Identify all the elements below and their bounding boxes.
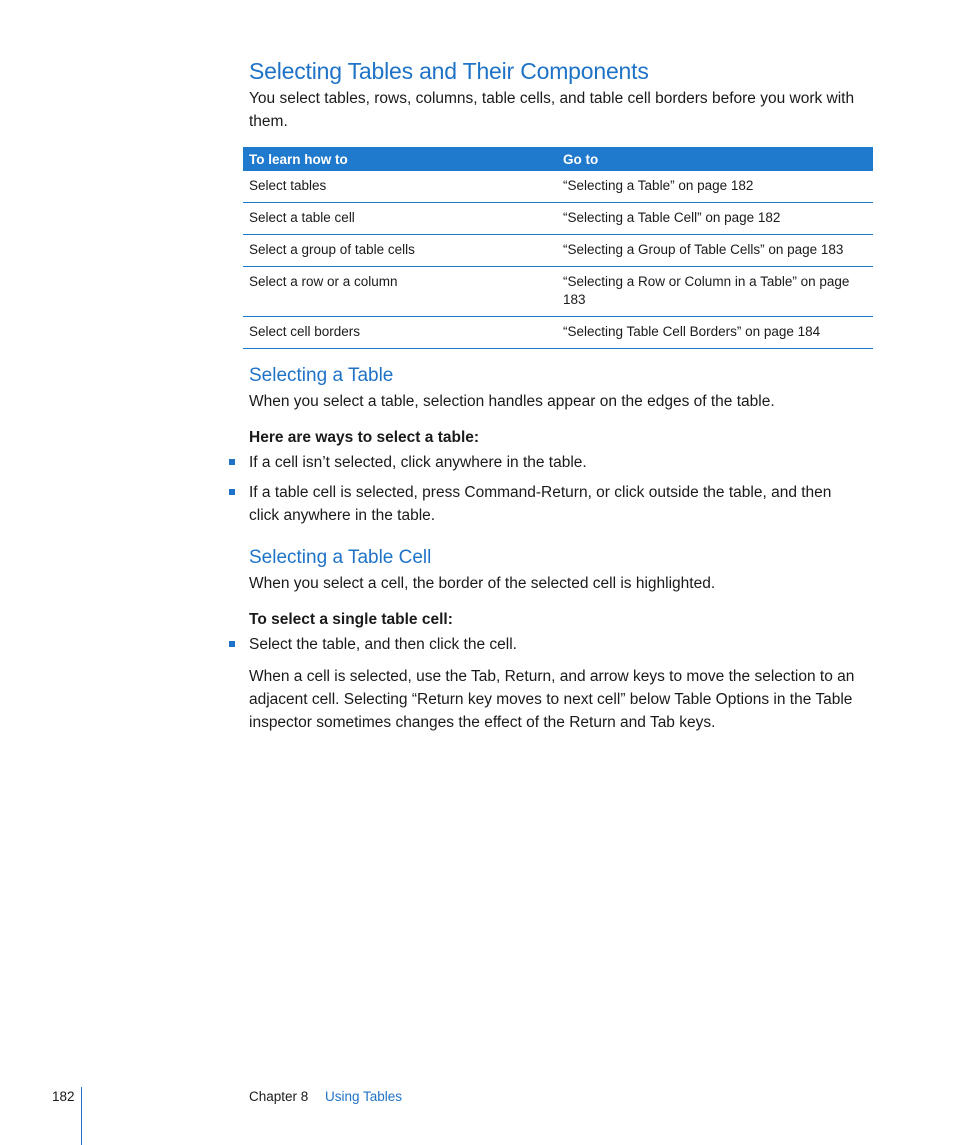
section-body: When you select a cell, the border of the selected cell is highlighted. (249, 575, 716, 592)
bullet-text: Select the table, and then click the cell. (249, 636, 517, 653)
table-row (243, 317, 873, 349)
bullet-icon (229, 459, 235, 465)
table-row (243, 203, 873, 235)
footer-divider (81, 1087, 82, 1145)
chapter-name-link[interactable]: Using Tables (325, 1089, 403, 1104)
table-cell-link[interactable]: “Selecting Table Cell Borders” on page 184 (557, 317, 873, 349)
section-heading-selecting-table: Selecting a Table (249, 365, 394, 386)
section-subheading: To select a single table cell: (249, 611, 453, 628)
intro-paragraph: You select tables, rows, columns, table cells, and table cell borders before you work with them. (249, 90, 855, 130)
chapter-label: Chapter 8 (249, 1089, 309, 1104)
bullet-item (249, 633, 864, 656)
table-cell-link[interactable]: “Selecting a Row or Column in a Table” on page 183 (557, 267, 873, 317)
table-cell-link[interactable]: “Selecting a Group of Table Cells” on page 183 (557, 235, 873, 267)
section-paragraph: When a cell is selected, use the Tab, Return, and arrow keys to move the selection to an adjacent cell. Selecting “Return key moves to next cell” below Table Options in the Table inspector sometimes changes the effect of the Return and Tab keys. (249, 668, 855, 731)
table-row (243, 235, 873, 267)
reference-table (243, 147, 873, 349)
table-cell-task: Select cell borders (243, 317, 557, 349)
bullet-text: If a table cell is selected, press Command-Return, or click outside the table, and then click anywhere in the table. (249, 484, 832, 524)
table-cell-task: Select a row or a column (243, 267, 557, 317)
column-header-goto: Go to (557, 147, 873, 171)
bullet-item (249, 451, 864, 474)
table-row (243, 171, 873, 203)
table-header-row (243, 147, 873, 171)
section-body: When you select a table, selection handles appear on the edges of the table. (249, 393, 775, 410)
page-number: 182 (52, 1089, 75, 1104)
bullet-icon (229, 641, 235, 647)
column-header-learn: To learn how to (243, 147, 557, 171)
section-heading-selecting-cell: Selecting a Table Cell (249, 547, 432, 568)
section-subheading: Here are ways to select a table: (249, 429, 480, 446)
table-row (243, 267, 873, 317)
table-cell-task: Select tables (243, 171, 557, 203)
table-cell-link[interactable]: “Selecting a Table” on page 182 (557, 171, 873, 203)
table-cell-link[interactable]: “Selecting a Table Cell” on page 182 (557, 203, 873, 235)
bullet-item (249, 481, 864, 527)
page-title: Selecting Tables and Their Components (249, 58, 649, 84)
bullet-text: If a cell isn’t selected, click anywhere in the table. (249, 454, 587, 471)
table-cell-task: Select a group of table cells (243, 235, 557, 267)
table-cell-task: Select a table cell (243, 203, 557, 235)
bullet-icon (229, 489, 235, 495)
